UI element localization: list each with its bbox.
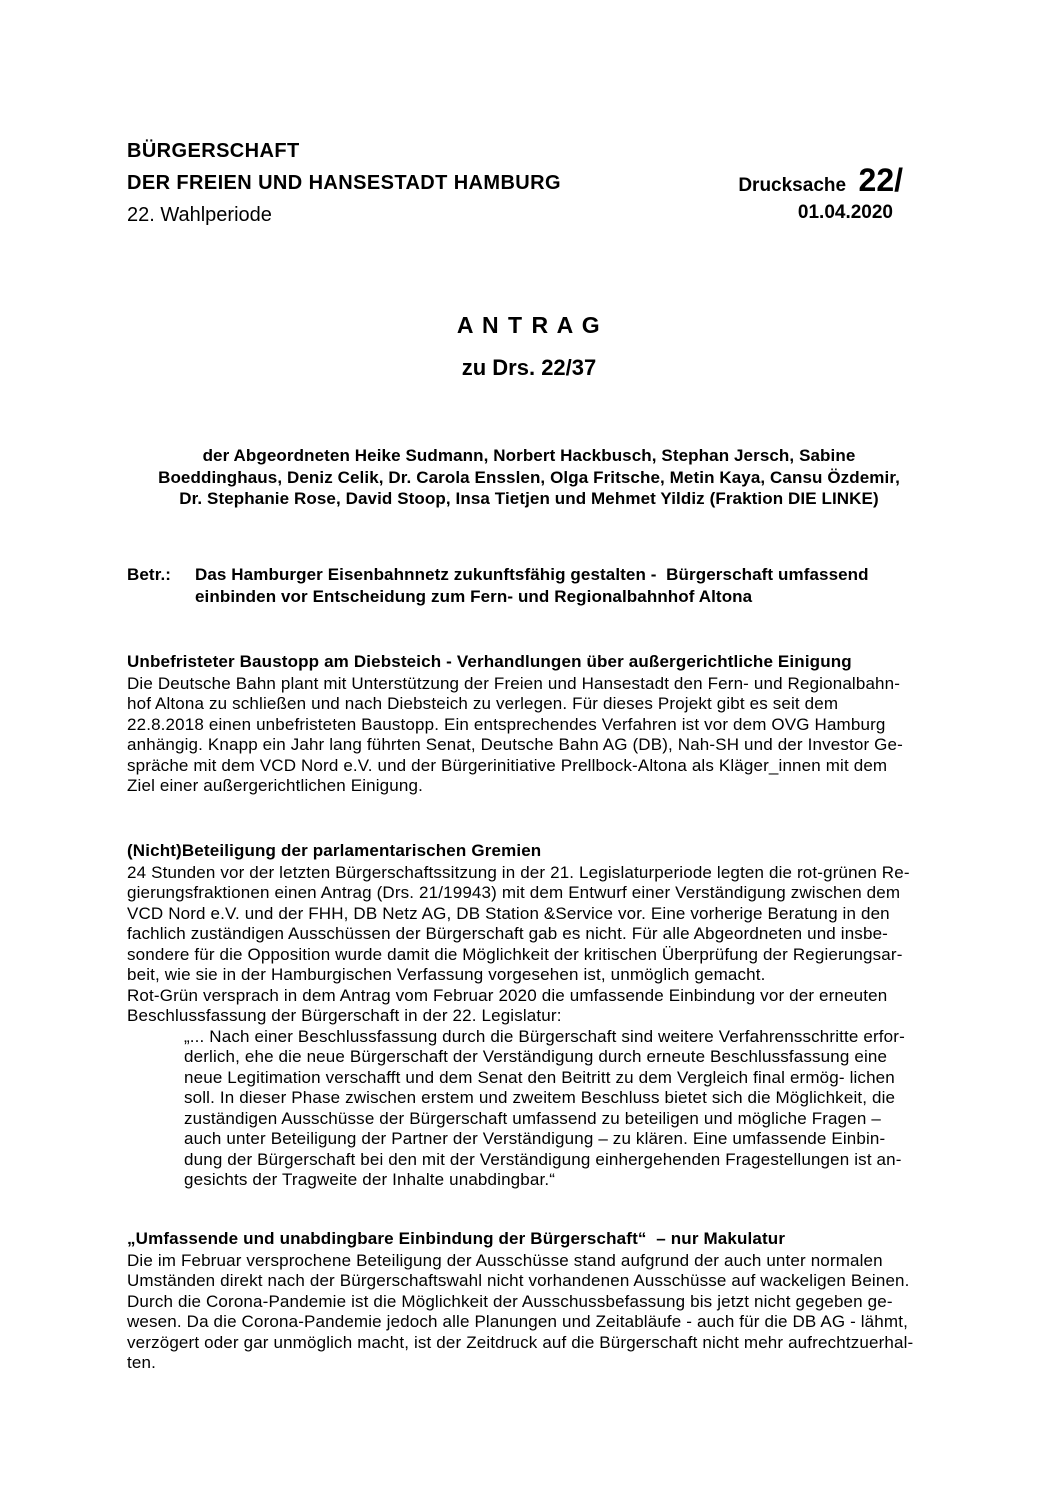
text-line: ten.	[127, 1353, 156, 1372]
section-body	[127, 674, 957, 797]
blockquote	[184, 1027, 957, 1191]
subject-text	[195, 564, 869, 608]
text-line: Dr. Stephanie Rose, David Stoop, Insa Tietjen und Mehmet Yildiz (Fraktion DIE LINKE)	[179, 489, 879, 508]
text-line: gierungsfraktionen einen Antrag (Drs. 21/19943) mit dem Entwurf einer Verständigung zwischen dem	[127, 883, 901, 902]
text-line: beit, wie sie in der Hamburgischen Verfassung vorgesehen ist, unmöglich gemacht.	[127, 965, 766, 984]
text-line: Boeddinghaus, Deniz Celik, Dr. Carola Ensslen, Olga Fritsche, Metin Kaya, Cansu Özdemir,	[158, 467, 900, 487]
text-line: hof Altona zu schließen und nach Diebsteich zu verlegen. Für dieses Projekt gibt es seit dem	[127, 694, 839, 713]
institution-name-line1: BÜRGERSCHAFT	[127, 140, 300, 162]
text-line: Das Hamburger Eisenbahnnetz zukunftsfähig gestalten - Bürgerschaft umfassend	[195, 565, 869, 584]
text-line: wesen. Da die Corona-Pandemie jedoch alle Planungen und Zeitabläufe - auch für die DB AG - lähmt,	[127, 1312, 908, 1331]
section-heading: „Umfassende und unabdingbare Einbindung der Bürgerschaft“ – nur Makulatur	[127, 1229, 786, 1248]
text-line: Die Deutsche Bahn plant mit Unterstützung der Freien und Hansestadt den Fern- und Regionalbahn-	[127, 673, 901, 693]
text-line: fachlich zuständigen Ausschüssen der Bürgerschaft gab es nicht. Für alle Abgeordneten und insbe-	[127, 924, 888, 943]
text-line: Die im Februar versprochene Beteiligung der Ausschüsse stand aufgrund der auch unter normalen	[127, 1250, 883, 1270]
text-line: Rot-Grün versprach in dem Antrag vom Februar 2020 die umfassende Einbindung vor der erneuten	[127, 985, 888, 1005]
text-line: spräche mit dem VCD Nord e.V. und der Bürgerinitiative Prellbock-Altona als Kläger_innen mit dem	[127, 755, 888, 775]
section-body	[127, 1251, 957, 1374]
text-line: soll. In dieser Phase zwischen erstem und zweitem Beschluss bietet sich die Möglichkeit, die	[184, 1088, 896, 1107]
section-heading: Unbefristeter Baustopp am Diebsteich - Verhandlungen über außergerichtliche Einigung	[127, 652, 852, 671]
text-line: derlich, ehe die neue Bürgerschaft der Verständigung durch erneute Beschlussfassung eine	[184, 1047, 888, 1066]
text-line: 22.8.2018 einen unbefristeten Baustopp. Ein entsprechendes Verfahren ist vor dem OVG Hamburg	[127, 714, 886, 734]
document-subtitle: zu Drs. 22/37	[461, 355, 597, 380]
text-line: sondere für die Opposition wurde damit die Möglichkeit der kritischen Überprüfung der Regierungsar-	[127, 944, 903, 964]
text-line: Ziel einer außergerichtlichen Einigung.	[127, 776, 423, 795]
text-line: auch unter Beteiligung der Partner der Verständigung – zu klären. Eine umfassende Einbin-	[184, 1129, 886, 1148]
text-line: neue Legitimation verschafft und dem Senat den Beitritt zu dem Vergleich final ermög- lichen	[184, 1067, 895, 1087]
text-line: 24 Stunden vor der letzten Bürgerschaftssitzung in der 21. Legislaturperiode legten die rot-grünen Re-	[127, 862, 910, 882]
text-line: Beschlussfassung der Bürgerschaft in der 22. Legislatur:	[127, 1006, 562, 1025]
text-line: anhängig. Knapp ein Jahr lang führten Senat, Deutsche Bahn AG (DB), Nah-SH und der Investor Ge-	[127, 735, 903, 754]
text-line: „... Nach einer Beschlussfassung durch die Bürgerschaft sind weitere Verfahrensschritte erfor-	[184, 1026, 905, 1046]
text-line: VCD Nord e.V. und der FHH, DB Netz AG, DB Station &Service vor. Eine vorherige Beratung in den	[127, 903, 890, 923]
authors-block	[0, 445, 1058, 510]
subject-label: Betr.:	[127, 565, 172, 584]
legislative-period: 22. Wahlperiode	[127, 204, 272, 226]
section-makulatur	[127, 1229, 957, 1374]
text-line: zuständigen Ausschüsse der Bürgerschaft umfassend zu beteiligen und mögliche Fragen –	[184, 1108, 881, 1128]
text-line: Durch die Corona-Pandemie ist die Möglichkeit der Ausschussbefassung bis jetzt nicht gegeben ge-	[127, 1291, 893, 1311]
text-line: einbinden vor Entscheidung zum Fern- und Regionalbahnhof Altona	[195, 587, 753, 606]
text-line: gesichts der Tragweite der Inhalte unabdingbar.“	[184, 1170, 556, 1189]
text-line: verzögert oder gar unmöglich macht, ist der Zeitdruck auf die Bürgerschaft nicht mehr aufrechtzuerhal-	[127, 1332, 914, 1352]
section-body	[127, 863, 957, 1027]
section-baustopp	[127, 652, 957, 797]
section-beteiligung	[127, 841, 957, 1191]
header-drucksache-block	[738, 164, 903, 224]
text-line: dung der Bürgerschaft bei den mit der Verständigung einhergehenden Fragestellungen ist an-	[184, 1149, 902, 1169]
document-title: A N T R A G	[456, 312, 602, 338]
drucksache-label: Drucksache	[738, 175, 847, 196]
institution-name-line2: DER FREIEN UND HANSESTADT HAMBURG	[127, 172, 561, 194]
section-heading: (Nicht)Beteiligung der parlamentarischen Gremien	[127, 841, 542, 860]
subject-block	[127, 564, 869, 608]
text-line: der Abgeordneten Heike Sudmann, Norbert Hackbusch, Stephan Jersch, Sabine	[202, 446, 856, 465]
document-date: 01.04.2020	[797, 202, 893, 223]
header-institution-block	[127, 135, 561, 231]
drucksache-line	[738, 164, 903, 197]
text-line: Umständen direkt nach der Bürgerschaftswahl nicht vorhandenen Ausschüsse auf wackeligen Beinen.	[127, 1271, 910, 1290]
drucksache-number: 22/	[858, 162, 903, 198]
